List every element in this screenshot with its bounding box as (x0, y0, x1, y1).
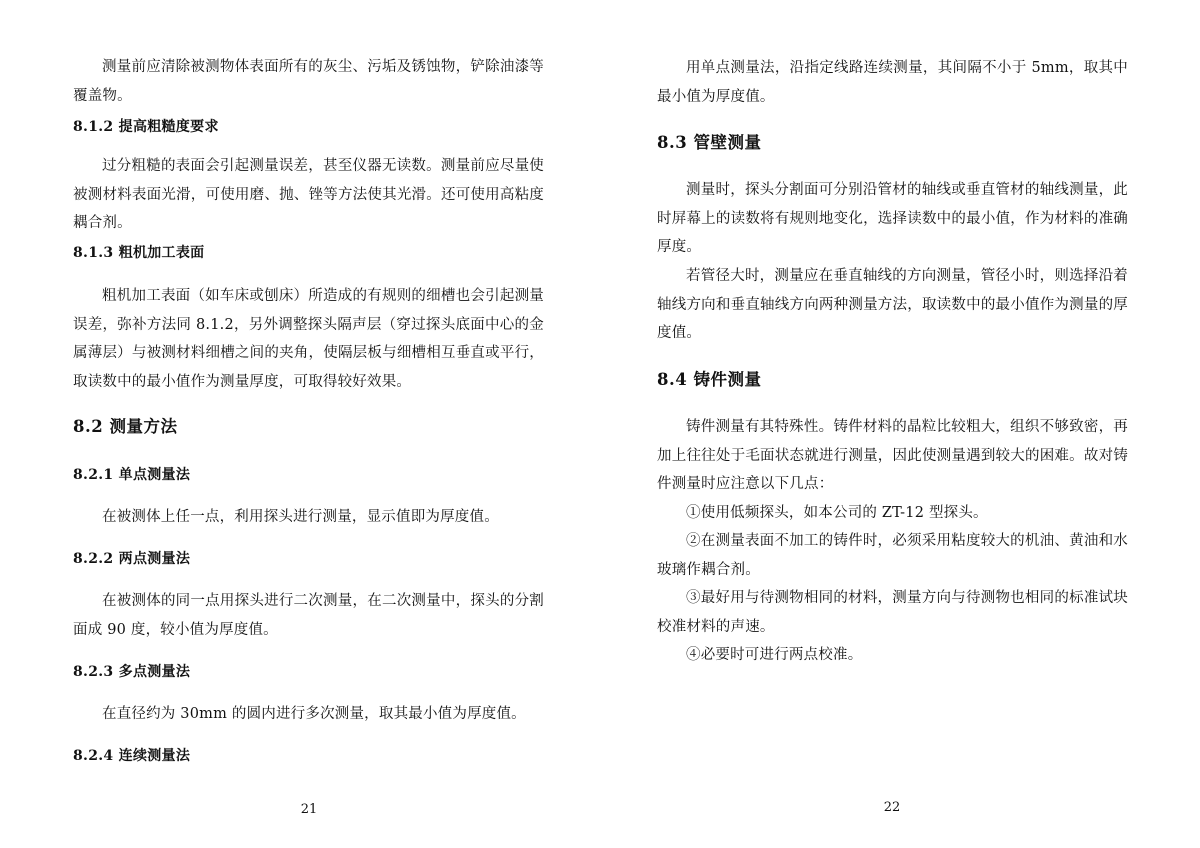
list-item-1: ①使用低频探头，如本公司的 ZT-12 型探头。 (686, 505, 988, 521)
list-item-4: ④必要时可进行两点校准。 (686, 647, 863, 663)
paragraph-8-2-2: 在被测体的同一点用探头进行二次测量，在二次测量中，探头的分割面成 90 度，较小值为厚度值。 (73, 593, 544, 638)
page-number-right: 22 (883, 800, 901, 815)
paragraph-8-1-2: 过分粗糙的表面会引起测量误差，甚至仪器无读数。测量前应尽量使被测材料表面光滑，可使用磨、抛、锉等方法使其光滑。还可使用高粘度耦合剂。 (73, 158, 544, 231)
heading-8-2: 8.2 测量方法 (73, 417, 178, 436)
heading-8-2-2: 8.2.2 两点测量法 (73, 551, 191, 567)
paragraph-8-2-4: 用单点测量法，沿指定线路连续测量，其间隔不小于 5mm，取其中最小值为厚度值。 (657, 60, 1128, 105)
list-item-3: ③最好用与待测物相同的材料，测量方向与待测物也相同的标准试块校准材料的声速。 (657, 590, 1128, 635)
heading-8-2-4: 8.2.4 连续测量法 (73, 748, 191, 764)
heading-8-2-1: 8.2.1 单点测量法 (73, 467, 191, 483)
heading-8-2-3: 8.2.3 多点测量法 (73, 664, 191, 680)
paragraph-8-3-b: 若管径大时，测量应在垂直轴线的方向测量，管径小时，则选择沿着轴线方向和垂直轴线方向两种测量方法，取读数中的最小值作为测量的厚度值。 (657, 268, 1128, 341)
heading-8-4: 8.4 铸件测量 (657, 370, 762, 389)
heading-8-3: 8.3 管壁测量 (657, 133, 762, 152)
paragraph-8-2-1: 在被测体上任一点，利用探头进行测量，显示值即为厚度值。 (102, 509, 499, 525)
paragraph-8-4: 铸件测量有其特殊性。铸件材料的晶粒比较粗大，组织不够致密，再加上往往处于毛面状态就进行测量，因此使测量遇到较大的困难。故对铸件测量时应注意以下几点： (657, 419, 1128, 492)
paragraph-8-3-a: 测量时，探头分割面可分别沿管材的轴线或垂直管材的轴线测量，此时屏幕上的读数将有规则地变化，选择读数中的最小值，作为材料的准确厚度。 (657, 182, 1128, 255)
list-item-2: ②在测量表面不加工的铸件时，必须采用粘度较大的机油、黄油和水玻璃作耦合剂。 (657, 533, 1128, 578)
paragraph-8-2-3: 在直径约为 30mm 的圆内进行多次测量，取其最小值为厚度值。 (102, 706, 526, 722)
page-number-left: 21 (300, 802, 318, 817)
intro-paragraph: 测量前应清除被测物体表面所有的灰尘、污垢及锈蚀物，铲除油漆等覆盖物。 (73, 59, 544, 104)
heading-8-1-3: 8.1.3 粗机加工表面 (73, 245, 205, 261)
paragraph-8-1-3: 粗机加工表面（如车床或刨床）所造成的有规则的细槽也会引起测量误差，弥补方法同 8.1.2，另外调整探头隔声层（穿过探头底面中心的金属薄层）与被测材料细槽之间的夹角，使隔层板与细槽相互垂直或平行，取读数中的最小值作为测量厚度，可取得较好效果。 (73, 288, 544, 390)
right-page (600, 0, 1200, 848)
heading-8-1-2: 8.1.2 提高粗糙度要求 (73, 119, 219, 135)
